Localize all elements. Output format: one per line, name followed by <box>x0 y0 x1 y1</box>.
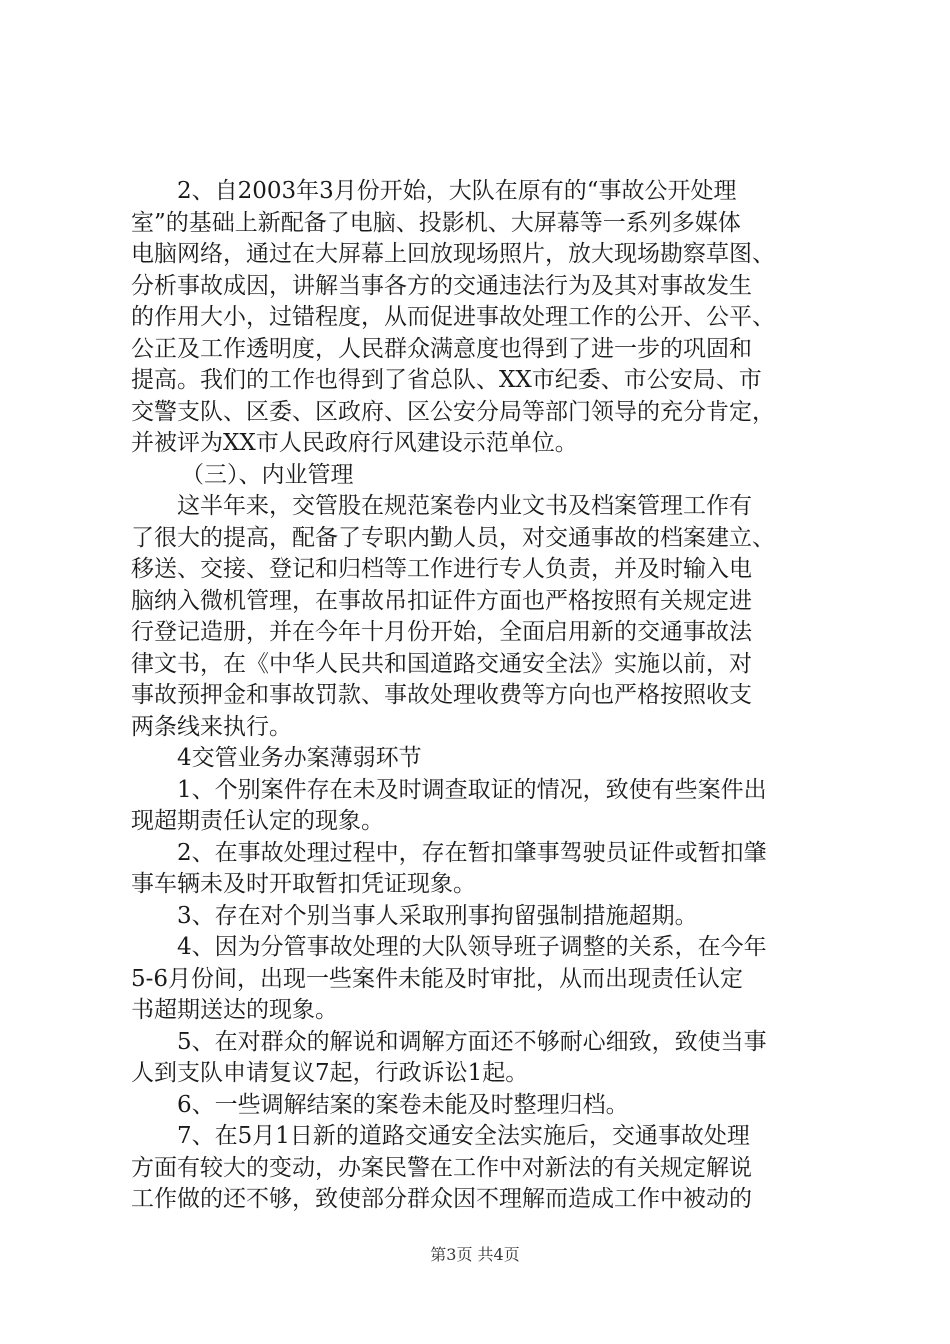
paragraph-line: 公正及工作透明度，人民群众满意度也得到了进一步的巩固和 <box>131 335 752 362</box>
paragraph-line: 人到支队申请复议7起，行政诉讼1起。 <box>131 1060 529 1086</box>
paragraph-line: 5、在对群众的解说和调解方面还不够耐心细致，致使当事 <box>177 1028 767 1055</box>
paragraph-line: 律文书，在《中华人民共和国道路交通安全法》实施以前，对 <box>131 650 752 677</box>
paragraph-line: 室”的基础上新配备了电脑、投影机、大屏幕等一系列多媒体 <box>131 209 741 236</box>
page-number-footer: 第3页 共4页 <box>430 1245 520 1264</box>
paragraph-line: 现超期责任认定的现象。 <box>131 808 384 834</box>
paragraph-line: 书超期送达的现象。 <box>131 997 338 1023</box>
paragraph-line: 分析事故成因，讲解当事各方的交通违法行为及其对事故发生 <box>131 272 752 299</box>
paragraph-line: 6、一些调解结案的案卷未能及时整理归档。 <box>177 1091 629 1118</box>
section-heading: 4交管业务办案薄弱环节 <box>177 745 422 771</box>
paragraph-line: 的作用大小，过错程度，从而促进事故处理工作的公开、公平、 <box>131 304 775 330</box>
paragraph-line: 1、个别案件存在未及时调查取证的情况，致使有些案件出 <box>177 776 767 803</box>
paragraph-line: 并被评为XX市人民政府行风建设示范单位。 <box>131 430 578 456</box>
paragraph-line: 7、在5月1日新的道路交通安全法实施后，交通事故处理 <box>177 1123 750 1149</box>
paragraph-line: 方面有较大的变动，办案民警在工作中对新法的有关规定解说 <box>131 1154 752 1181</box>
paragraph-line: 3、存在对个别当事人采取刑事拘留强制措施超期。 <box>177 902 698 929</box>
paragraph-line: 4、因为分管事故处理的大队领导班子调整的关系，在今年 <box>177 934 767 960</box>
paragraph-line: 事故预押金和事故罚款、事故处理收费等方向也严格按照收支 <box>131 682 752 708</box>
paragraph-line: 交警支队、区委、区政府、区公安分局等部门领导的充分肯定， <box>131 398 775 425</box>
paragraph-line: 了很大的提高，配备了专职内勤人员，对交通事故的档案建立、 <box>131 524 775 551</box>
paragraph-line: 2、在事故处理过程中，存在暂扣肇事驾驶员证件或暂扣肇 <box>177 839 767 866</box>
paragraph-line: 2、自2003年3月份开始，大队在原有的“事故公开处理 <box>177 178 737 204</box>
body-text <box>131 176 831 1216</box>
paragraph-line: 脑纳入微机管理，在事故吊扣证件方面也严格按照有关规定进 <box>131 587 752 614</box>
paragraph-line: 两条线来执行。 <box>131 713 292 740</box>
paragraph-line: 提高。我们的工作也得到了省总队、XX市纪委、市公安局、市 <box>131 367 762 393</box>
paragraph-line: 工作做的还不够，致使部分群众因不理解而造成工作中被动的 <box>131 1186 752 1212</box>
paragraph-line: 5-6月份间，出现一些案件未能及时审批，从而出现责任认定 <box>131 965 744 992</box>
section-heading: （三）、内业管理 <box>181 461 354 488</box>
paragraph-line: 移送、交接、登记和归档等工作进行专人负责，并及时输入电 <box>131 556 752 582</box>
paragraph-line: 这半年来，交管股在规范案卷内业文书及档案管理工作有 <box>177 493 752 519</box>
paragraph-line: 电脑网络，通过在大屏幕上回放现场照片，放大现场勘察草图、 <box>131 241 775 267</box>
paragraph-line: 行登记造册，并在今年十月份开始，全面启用新的交通事故法 <box>131 619 752 645</box>
paragraph-line: 事车辆未及时开取暂扣凭证现象。 <box>131 871 476 897</box>
